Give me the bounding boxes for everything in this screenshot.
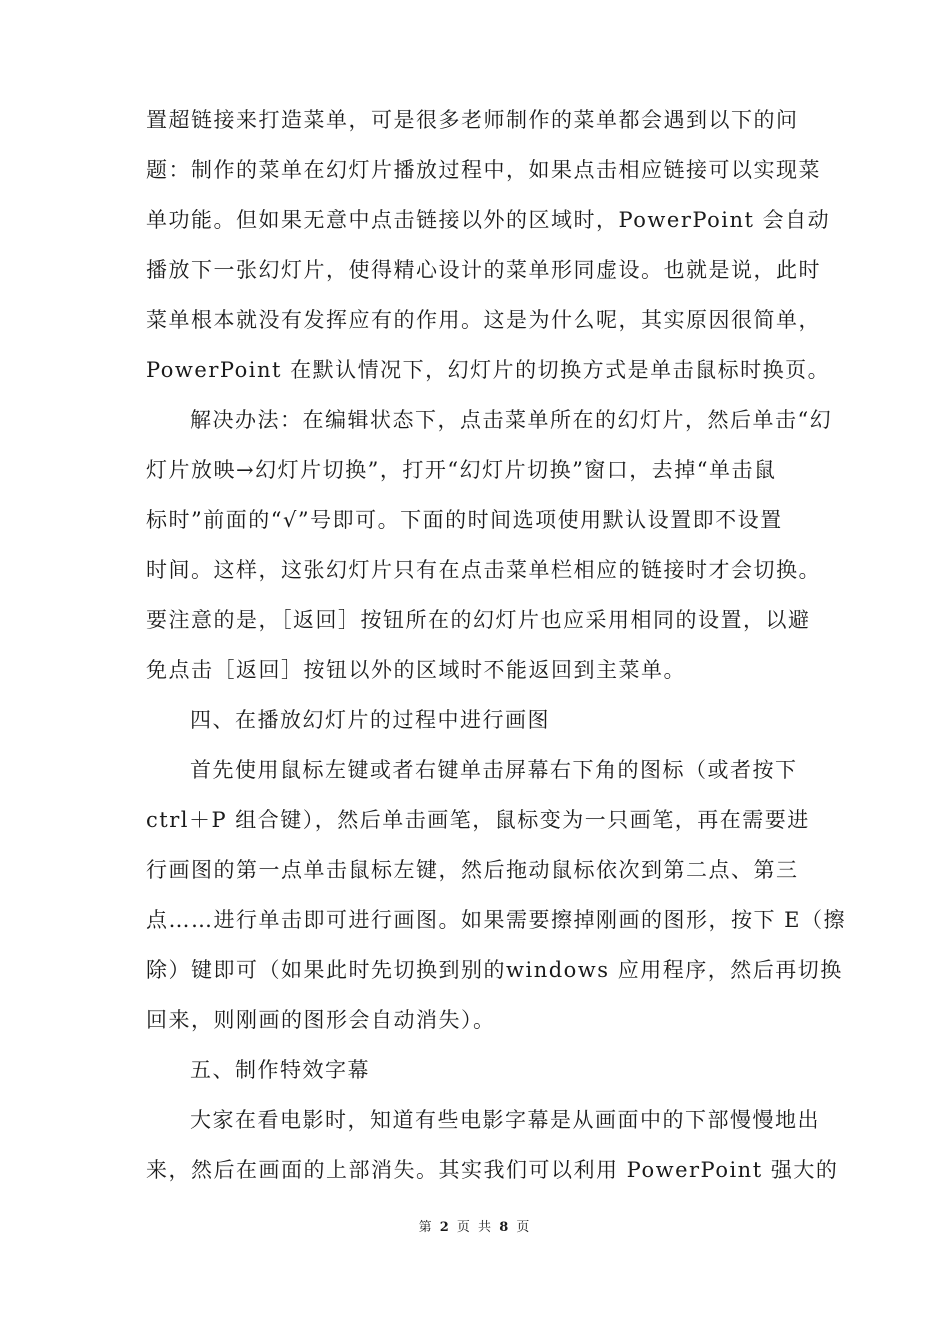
footer-prefix: 第 — [418, 1220, 434, 1235]
footer-page-number: 2 — [439, 1220, 451, 1235]
text-line-17: 点……进行单击即可进行画图。如果需要擦掉刚画的图形，按下 E（擦 — [146, 908, 847, 932]
text-line-19: 回来，则刚画的图形会自动消失）。 — [146, 1008, 496, 1032]
text-line-6: PowerPoint 在默认情况下，幻灯片的切换方式是单击鼠标时换页。 — [146, 358, 831, 382]
page-footer — [0, 1216, 950, 1235]
text-line-22: 来，然后在画面的上部消失。其实我们可以利用 PowerPoint 强大的 — [146, 1158, 839, 1182]
text-line-9: 标时”前面的“√”号即可。下面的时间选项使用默认设置即不设置 — [146, 508, 783, 532]
text-line-8: 灯片放映→幻灯片切换”，打开“幻灯片切换”窗口，去掉“单击鼠 — [146, 458, 777, 482]
text-line-4: 播放下一张幻灯片，使得精心设计的菜单形同虚设。也就是说，此时 — [146, 258, 821, 282]
footer-total-pages: 8 — [499, 1220, 511, 1235]
text-line-7: 解决办法：在编辑状态下，点击菜单所在的幻灯片，然后单击“幻 — [190, 408, 833, 432]
text-line-1: 置超链接来打造菜单，可是很多老师制作的菜单都会遇到以下的问 — [146, 108, 799, 132]
text-line-16: 行画图的第一点单击鼠标左键，然后拖动鼠标依次到第二点、第三 — [146, 858, 799, 882]
text-line-21: 大家在看电影时，知道有些电影字幕是从画面中的下部慢慢地出 — [190, 1108, 820, 1132]
text-line-18: 除）键即可（如果此时先切换到别的windows 应用程序，然后再切换 — [146, 958, 843, 982]
text-line-14: 首先使用鼠标左键或者右键单击屏幕右下角的图标（或者按下 — [190, 758, 798, 782]
text-line-15: ctrl＋P 组合键），然后单击画笔，鼠标变为一只画笔，再在需要进 — [146, 808, 810, 832]
text-line-12: 免点击［返回］按钮以外的区域时不能返回到主菜单。 — [146, 658, 686, 682]
text-line-2: 题：制作的菜单在幻灯片播放过程中，如果点击相应链接可以实现菜 — [146, 158, 821, 182]
text-line-5: 菜单根本就没有发挥应有的作用。这是为什么呢，其实原因很简单， — [146, 308, 821, 332]
text-line-11: 要注意的是，［返回］按钮所在的幻灯片也应采用相同的设置，以避 — [146, 608, 811, 632]
footer-middle: 页 共 — [456, 1220, 494, 1235]
section-heading-5: 五、制作特效字幕 — [190, 1058, 370, 1082]
text-line-3: 单功能。但如果无意中点击链接以外的区域时，PowerPoint 会自动 — [146, 208, 831, 232]
text-line-10: 时间。这样，这张幻灯片只有在点击菜单栏相应的链接时才会切换。 — [146, 558, 821, 582]
footer-suffix: 页 — [516, 1220, 532, 1235]
section-heading-4: 四、在播放幻灯片的过程中进行画图 — [190, 708, 550, 732]
